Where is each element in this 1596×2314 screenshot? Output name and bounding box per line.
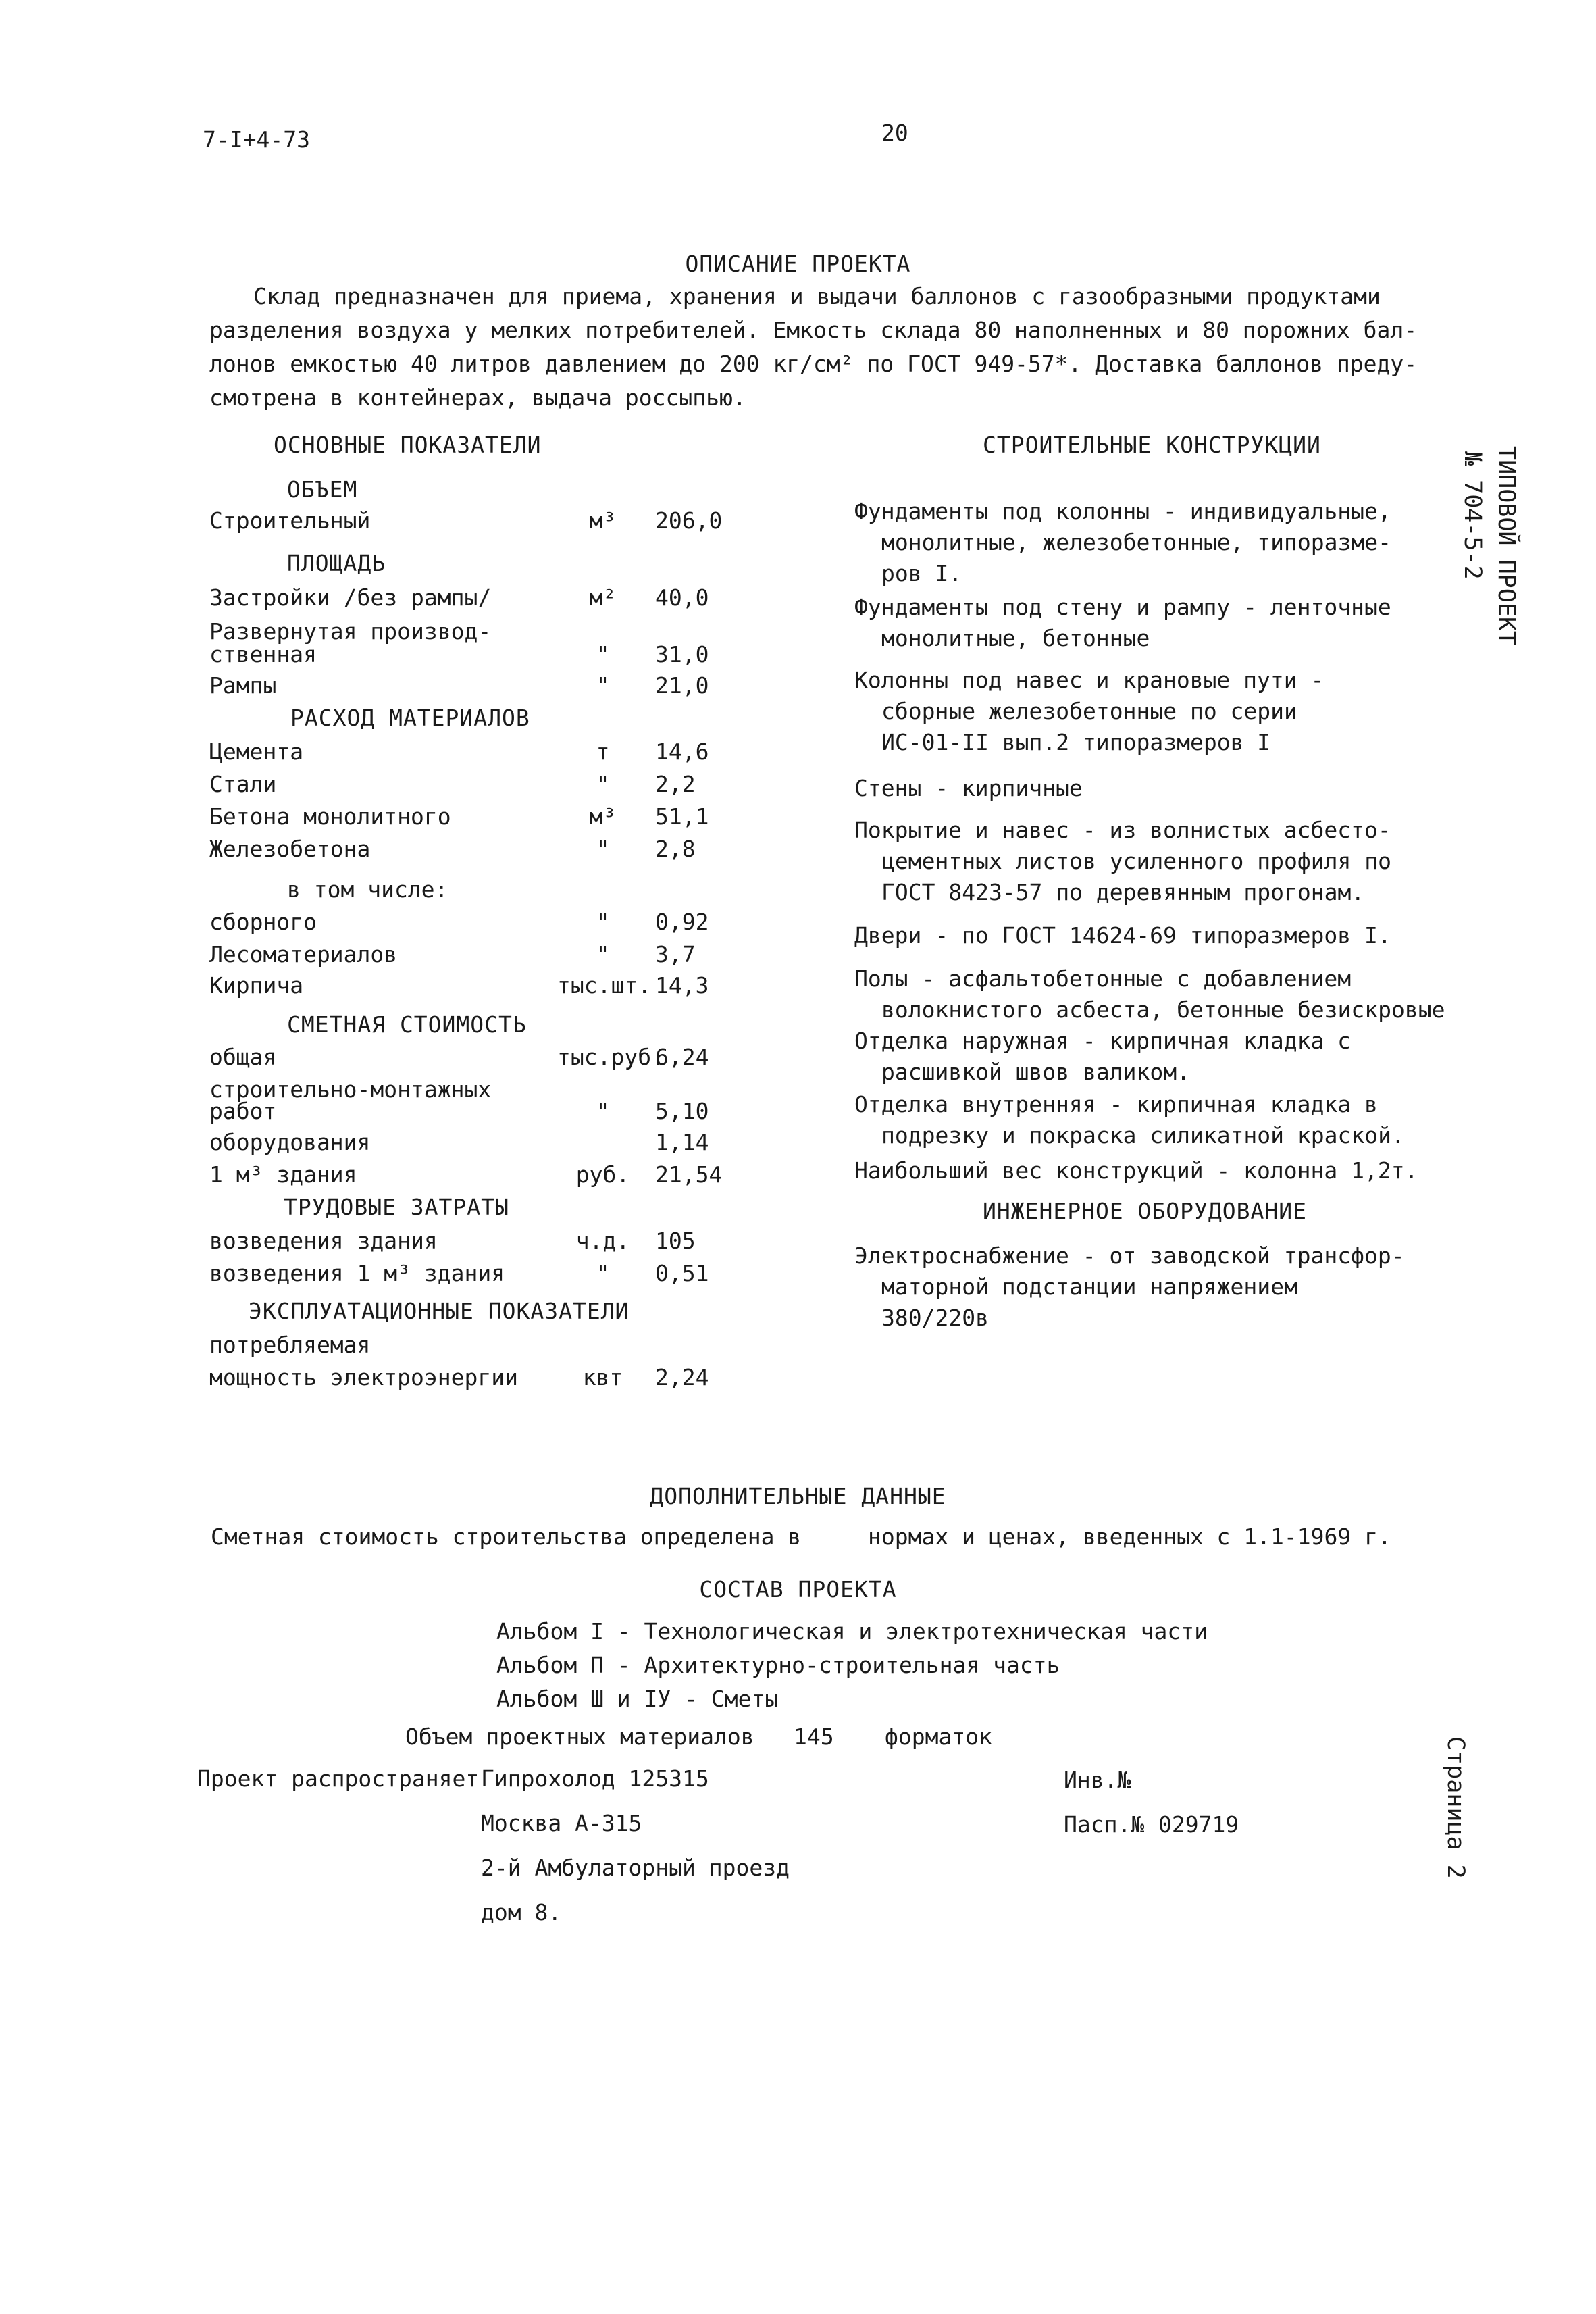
description-line: лонов емкостью 40 литров давлением до 200 кг/см² по ГОСТ 949-57*. Доставка баллонов преду-	[209, 351, 1418, 377]
engineering-item	[854, 1243, 1442, 1331]
distributor-house: дом 8.	[481, 1899, 562, 1926]
indicator-row	[209, 1261, 723, 1292]
materials-title: РАСХОД МАТЕРИАЛОВ	[290, 705, 530, 731]
distributor-label: Проект распространяет	[197, 1765, 480, 1792]
description-line: смотрена в контейнерах, выдача россыпью.	[209, 384, 746, 411]
engineering-title: ИНЖЕНЕРНОЕ ОБОРУДОВАНИЕ	[983, 1198, 1307, 1224]
area-title: ПЛОЩАДЬ	[287, 550, 386, 576]
inventory-label: Инв.№	[1064, 1767, 1131, 1793]
construction-item	[854, 595, 1442, 651]
album-item: Альбом I - Технологическая и электротехническая части	[496, 1618, 1208, 1644]
construction-line: ГОСТ 8423-57 по деревянным прогонам.	[881, 878, 1365, 905]
distributor-street: 2-й Амбулаторный проезд	[481, 1855, 790, 1881]
indicator-row	[209, 673, 723, 704]
indicator-unit: т	[596, 738, 610, 765]
construction-line: Колонны под навес и крановые пути -	[854, 667, 1324, 693]
construction-line: Стены - кирпичные	[854, 775, 1083, 801]
construction-item	[854, 1092, 1442, 1149]
indicator-row	[209, 1045, 723, 1076]
indicator-label: Бетона монолитного	[209, 803, 451, 830]
indicator-value: 40,0	[655, 584, 709, 611]
page-number: 20	[881, 120, 908, 146]
indicator-label: Стали	[209, 771, 277, 797]
indicator-value: 1,14	[655, 1129, 709, 1155]
indicator-label-cont: мощность электроэнергии	[209, 1364, 518, 1390]
construction-line: монолитные, бетонные	[881, 624, 1150, 651]
side-stamp-page: Страница 2	[1442, 1736, 1469, 1879]
construction-item	[854, 818, 1442, 905]
indicator-value: 206,0	[655, 507, 723, 534]
indicator-unit: м³	[589, 507, 617, 534]
indicator-unit: "	[596, 771, 610, 797]
indicator-label-cont: ственная	[209, 641, 317, 668]
description-line: разделения воздуха у мелких потребителей. Емкость склада 80 наполненных и 80 порожних бал-	[209, 317, 1418, 343]
indicator-value: 0,92	[655, 909, 709, 935]
description-title: ОПИСАНИЕ ПРОЕКТА	[685, 251, 911, 277]
indicator-value: 31,0	[655, 641, 709, 668]
construction-line: Покрытие и навес - из волнистых асбесто-	[854, 817, 1391, 843]
indicator-value: 3,7	[655, 941, 696, 967]
indicator-row	[209, 1130, 723, 1161]
indicator-value: 51,1	[655, 803, 709, 830]
cost-note-a: Сметная стоимость строительства определена в	[211, 1524, 802, 1550]
indicator-unit: м²	[589, 584, 617, 611]
indicator-label: Строительный	[209, 507, 371, 534]
indicator-unit: тыс.шт.	[557, 972, 652, 999]
indicator-row	[209, 772, 723, 803]
composition-title: СОСТАВ ПРОЕКТА	[699, 1576, 897, 1603]
indicator-row	[209, 1228, 723, 1259]
indicator-unit: "	[596, 836, 610, 862]
construction-item	[854, 1028, 1442, 1085]
cost-title: СМЕТНАЯ СТОИМОСТЬ	[287, 1011, 527, 1038]
indicator-value: 5,10	[655, 1098, 709, 1124]
construction-item	[854, 923, 1442, 949]
construction-line: Полы - асфальтобетонные с добавлением	[854, 965, 1352, 992]
distributor-org: Гипрохолод 125315	[481, 1765, 709, 1792]
indicator-row	[209, 1162, 723, 1193]
document-code: 7-I+4-73	[203, 126, 310, 153]
indicator-label: возведения 1 м³ здания	[209, 1260, 505, 1286]
indicator-row	[209, 1077, 723, 1131]
indicator-label: сборного	[209, 909, 317, 935]
indicator-row	[209, 1332, 723, 1393]
construction-item	[854, 965, 1445, 1023]
indicator-label: возведения здания	[209, 1228, 438, 1254]
indicator-label-cont: работ	[209, 1098, 277, 1124]
construction-line: монолитные, железобетонные, типоразме-	[881, 528, 1391, 555]
volume-title: ОБЪЕМ	[287, 476, 358, 503]
engineering-line: 380/220в	[881, 1304, 989, 1331]
construction-line: цементных листов усиленного профиля по	[881, 847, 1391, 874]
indicator-row	[209, 585, 723, 616]
construction-item	[854, 668, 1442, 755]
indicator-label: оборудования	[209, 1129, 371, 1155]
construction-line: Отделка наружная - кирпичная кладка с	[854, 1028, 1352, 1054]
indicator-unit: "	[596, 1260, 610, 1286]
volume-label: Объем проектных материалов	[405, 1724, 754, 1750]
side-stamp-number: № 704-5-2	[1459, 451, 1486, 580]
indicator-row	[209, 804, 723, 835]
indicator-value: 2,2	[655, 771, 696, 797]
album-item: Альбом П - Архитектурно-строительная часть	[496, 1652, 1060, 1678]
engineering-line: Электроснабжение - от заводской трансфор-	[854, 1242, 1405, 1269]
indicator-row	[209, 619, 723, 673]
passport-label: Пасп.№	[1064, 1811, 1145, 1838]
indicator-unit: руб.	[575, 1161, 630, 1188]
constructions-title: СТРОИТЕЛЬНЫЕ КОНСТРУКЦИИ	[983, 432, 1321, 458]
passport-number: 029719	[1158, 1811, 1239, 1838]
indicator-label: потребляемая	[209, 1332, 371, 1358]
side-stamp-title: ТИПОВОЙ ПРОЕКТ	[1493, 446, 1520, 646]
indicator-label: Железобетона	[209, 836, 371, 862]
distributor-city: Москва А-315	[481, 1810, 642, 1836]
construction-item	[854, 499, 1442, 586]
indicator-label: 1 м³ здания	[209, 1161, 357, 1188]
indicator-row	[209, 508, 723, 539]
indicator-unit: тыс.руб.	[557, 1044, 665, 1070]
description-line: Склад предназначен для приема, хранения и выдачи баллонов с газообразными продуктами	[253, 283, 1381, 309]
indicator-value: 21,0	[655, 672, 709, 699]
indicator-unit: "	[596, 641, 610, 668]
indicator-unit: "	[596, 672, 610, 699]
indicator-row	[209, 836, 723, 867]
indicator-unit: "	[596, 909, 610, 935]
indicator-label: Кирпича	[209, 972, 304, 999]
construction-line: Фундаменты под колонны - индивидуальные,	[854, 498, 1391, 524]
indicator-label: Развернутая производ-	[209, 618, 492, 645]
including-label: в том числе:	[287, 876, 448, 903]
volume-unit: форматок	[885, 1724, 992, 1750]
construction-line: расшивкой швов валиком.	[881, 1058, 1190, 1085]
indicator-row	[209, 739, 723, 770]
construction-line: Отделка внутренняя - кирпичная кладка в	[854, 1091, 1378, 1117]
indicator-value: 21,54	[655, 1161, 723, 1188]
construction-item	[854, 776, 1442, 801]
construction-line: Двери - по ГОСТ 14624-69 типоразмеров I.	[854, 922, 1391, 949]
indicator-value: 14,6	[655, 738, 709, 765]
construction-line: ИС-01-II вып.2 типоразмеров I	[881, 728, 1271, 755]
construction-line: волокнистого асбеста, бетонные безискровые	[881, 996, 1445, 1023]
indicator-unit: квт	[582, 1364, 623, 1390]
construction-line: подрезку и покраска силикатной краской.	[881, 1122, 1405, 1149]
cost-note-b: нормах и ценах, введенных с 1.1-1969 г.	[868, 1524, 1391, 1550]
indicator-label: Цемента	[209, 738, 304, 765]
indicator-label: Рампы	[209, 672, 277, 699]
construction-line: Фундаменты под стену и рампу - ленточные	[854, 594, 1391, 620]
construction-line: Наибольший вес конструкций - колонна 1,2т.	[854, 1157, 1418, 1184]
construction-line: ров I.	[881, 559, 962, 586]
indicator-row	[209, 973, 723, 1004]
engineering-line: маторной подстанции напряжением	[881, 1273, 1297, 1300]
indicator-value: 2,8	[655, 836, 696, 862]
construction-item	[854, 1158, 1442, 1184]
indicator-value: 105	[655, 1228, 696, 1254]
labor-title: ТРУДОВЫЕ ЗАТРАТЫ	[284, 1194, 509, 1220]
indicator-label: Лесоматериалов	[209, 941, 398, 967]
indicator-unit: "	[596, 941, 610, 967]
indicator-label: Застройки /без рампы/	[209, 584, 492, 611]
indicator-value: 0,51	[655, 1260, 709, 1286]
indicator-unit: м³	[589, 803, 617, 830]
indicator-value: 6,24	[655, 1044, 709, 1070]
indicator-row	[209, 942, 723, 973]
indicator-row	[209, 909, 723, 940]
indicator-label: строительно-монтажных	[209, 1076, 492, 1103]
album-item: Альбом Ш и IУ - Сметы	[496, 1686, 779, 1712]
construction-line: сборные железобетонные по серии	[881, 697, 1297, 724]
indicator-label: общая	[209, 1044, 277, 1070]
operation-title: ЭКСПЛУАТАЦИОННЫЕ ПОКАЗАТЕЛИ	[249, 1298, 629, 1324]
indicator-unit: "	[596, 1098, 610, 1124]
indicator-value: 14,3	[655, 972, 709, 999]
volume-value: 145	[794, 1724, 834, 1750]
indicator-value: 2,24	[655, 1364, 709, 1390]
additional-title: ДОПОЛНИТЕЛЬНЫЕ ДАННЫЕ	[650, 1483, 946, 1509]
indicator-unit: ч.д.	[575, 1228, 630, 1254]
indicators-title: ОСНОВНЫЕ ПОКАЗАТЕЛИ	[274, 432, 542, 458]
